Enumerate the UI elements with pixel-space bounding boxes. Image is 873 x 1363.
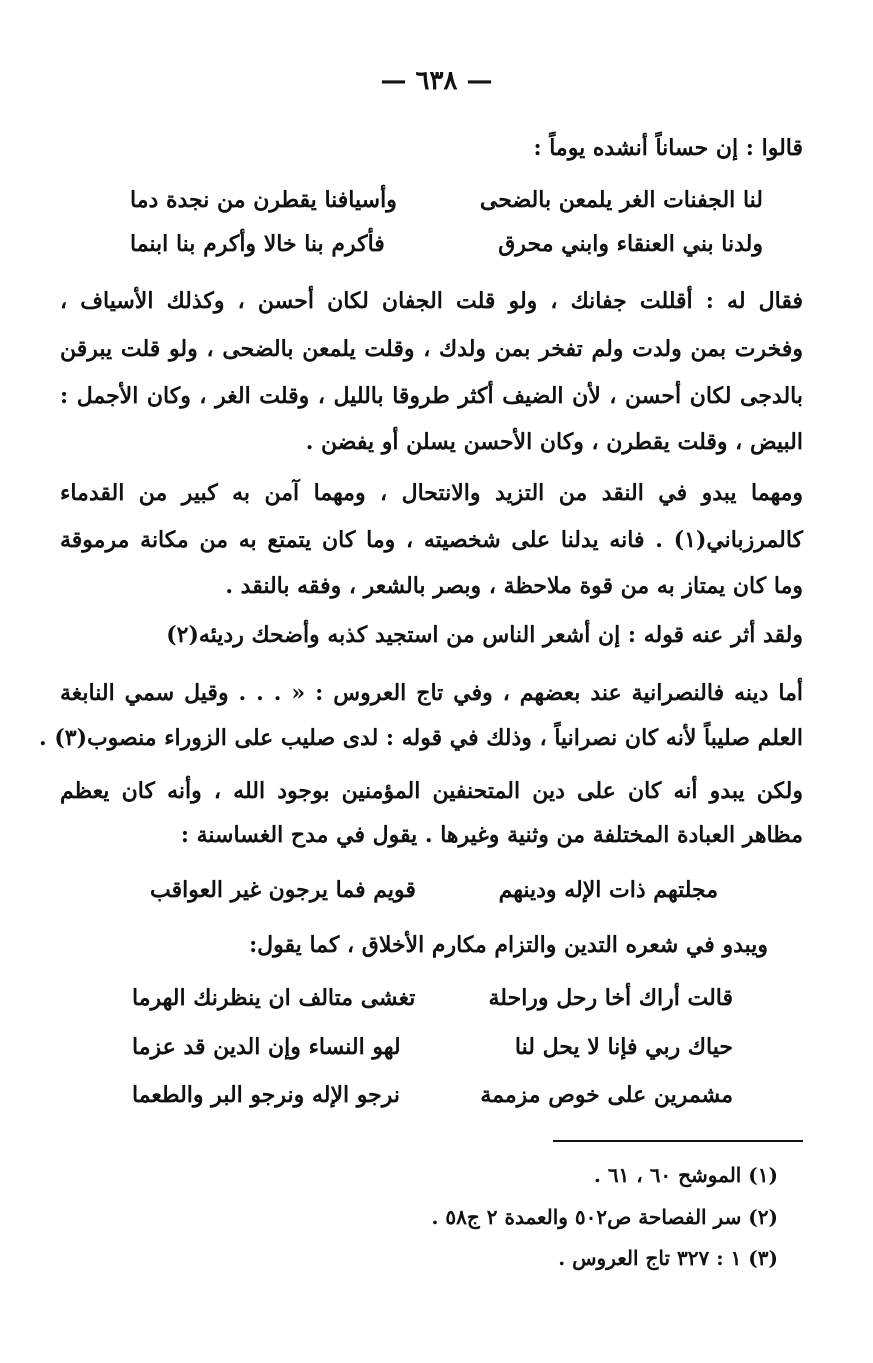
verse-4-first-hemistich: قالت أراك أخا رحل وراحلة bbox=[488, 985, 733, 1011]
footnote-2: (٢) سر الفصاحة ص٥٠٢ والعمدة ٢ ج٥٨ . bbox=[431, 1205, 778, 1229]
verse-2-second-hemistich: فأكرم بنا خالا وأكرم بنا ابنما bbox=[130, 231, 385, 257]
paragraph-2-line-3: وما كان يمتاز به من قوة ملاحظة ، وبصر بالشعر ، وفقه بالنقد . bbox=[225, 573, 803, 599]
paragraph-1-line-2: وفخرت بمن ولدت ولم تفخر بمن ولدك ، وقلت يلمعن بالضحى ، ولو قلت يبرقن bbox=[60, 336, 803, 362]
verse-6-first-hemistich: مشمرين على خوص مزممة bbox=[480, 1082, 733, 1108]
paragraph-5-line-2: مظاهر العبادة المختلفة من وثنية وغيرها . يقول في مدح الغساسنة : bbox=[180, 822, 803, 848]
paragraph-1-line-3: بالدجى لكان أحسن ، لأن الضيف أكثر طروقا بالليل ، وقلت الغر ، وكان الأجمل : bbox=[60, 383, 803, 409]
paragraph-4-line-2: العلم صليباً لأنه كان نصرانياً ، وذلك في قوله : لدى صليب على الزوراء منصوب(٣) . bbox=[39, 725, 803, 751]
footnote-divider bbox=[553, 1140, 803, 1142]
verse-4-second-hemistich: تغشى متالف ان ينظرنك الهرما bbox=[132, 985, 416, 1011]
verse-5-first-hemistich: حياك ربي فإنا لا يحل لنا bbox=[514, 1034, 733, 1060]
page-number: — ٦٣٨ — bbox=[380, 66, 493, 96]
verse-6-second-hemistich: نرجو الإله ونرجو البر والطعما bbox=[132, 1082, 400, 1108]
verse-2-first-hemistich: ولدنا بني العنقاء وابني محرق bbox=[498, 231, 763, 257]
paragraph-2-line-1: ومهما يبدو في النقد من التزيد والانتحال ، ومهما آمن به كبير من القدماء bbox=[60, 480, 803, 506]
paragraph-5-line-1: ولكن يبدو أنه كان على دين المتحنفين المؤمنين بوجود الله ، وأنه كان يعظم bbox=[60, 778, 803, 804]
verse-1-first-hemistich: لنا الجفنات الغر يلمعن بالضحى bbox=[479, 187, 763, 213]
paragraph-1-line-4: البيض ، وقلت يقطرن ، وكان الأحسن يسلن أو يفضن . bbox=[305, 429, 803, 455]
paragraph-2-line-2: كالمرزباني(١) . فانه يدلنا على شخصيته ، وما كان يتمتع به من مكانة مرموقة bbox=[60, 527, 803, 553]
intro-line: قالوا : إن حساناً أنشده يوماً : bbox=[533, 135, 803, 161]
paragraph-6: ويبدو في شعره التدين والتزام مكارم الأخلاق ، كما يقول: bbox=[249, 932, 768, 958]
verse-3-second-hemistich: قويم فما يرجون غير العواقب bbox=[150, 877, 416, 903]
verse-1-second-hemistich: وأسيافنا يقطرن من نجدة دما bbox=[130, 187, 397, 213]
paragraph-1-line-1: فقال له : أقللت جفانك ، ولو قلت الجفان لكان أحسن ، وكذلك الأسياف ، bbox=[60, 288, 803, 314]
footnote-3: (٣) ١ : ٣٢٧ تاج العروس . bbox=[558, 1246, 778, 1270]
footnote-1: (١) الموشح ٦٠ ، ٦١ . bbox=[593, 1163, 778, 1187]
paragraph-3: ولقد أثر عنه قوله : إن أشعر الناس من استجيد كذبه وأضحك رديئه(٢) bbox=[166, 622, 803, 648]
verse-5-second-hemistich: لهو النساء وإن الدين قد عزما bbox=[132, 1034, 401, 1060]
verse-3-first-hemistich: مجلتهم ذات الإله ودينهم bbox=[498, 877, 718, 903]
paragraph-4-line-1: أما دينه فالنصرانية عند بعضهم ، وفي تاج العروس : « . . . وقيل سمي النابغة bbox=[60, 680, 803, 706]
